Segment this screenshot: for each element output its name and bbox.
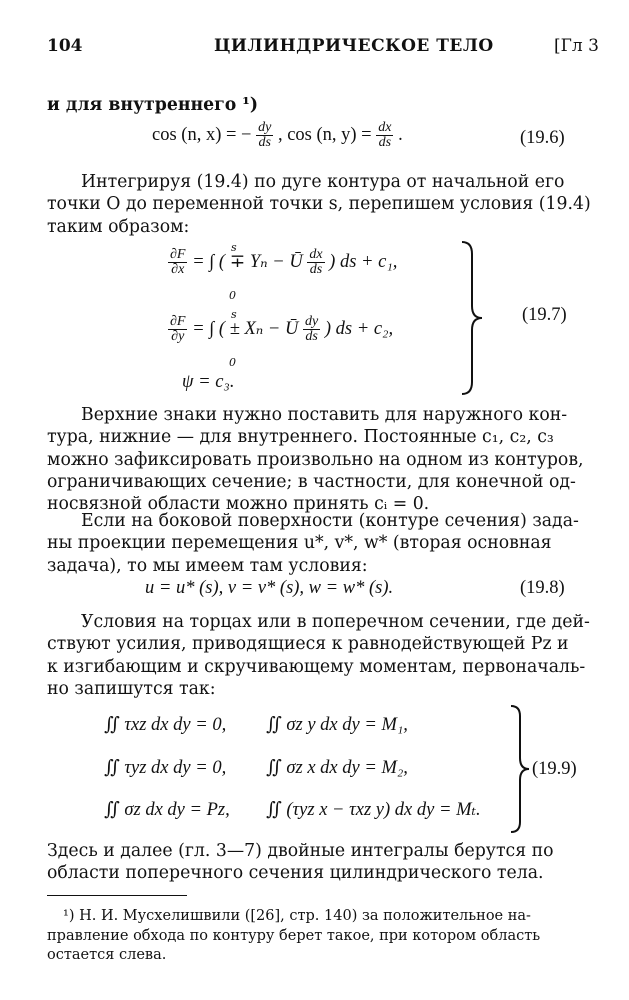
running-title: ЦИЛИНДРИЧЕСКОЕ ТЕЛО — [214, 36, 494, 56]
equation-number-19-9: (19.9) — [532, 759, 577, 779]
equation-19-6 — [152, 121, 403, 150]
eq-19-6-tail: . — [398, 124, 403, 145]
frac-denominator: ds — [305, 329, 318, 344]
footnote-line: правление обхода по контуру берет такое, при котором область — [47, 927, 541, 944]
equation-number-19-8: (19.8) — [520, 578, 565, 598]
equation-19-8: u = u* (s), v = v* (s), w = w* (s). — [145, 578, 394, 598]
page-number: 104 — [47, 36, 83, 56]
text-line: ствуют усилия, приводящиеся к равнодействующей Pz и — [47, 634, 569, 655]
eq-19-9-r2c2: ∬ σz x dx dy = M₂, — [266, 758, 408, 778]
equation-19-7-line-3: ψ = c₃. — [182, 372, 235, 392]
frac-denominator: ds — [309, 262, 323, 277]
frac-numerator: dx — [309, 247, 323, 262]
eq-19-6-part2: , cos (n, y) = — [277, 124, 372, 145]
frac-numerator: ∂F — [170, 314, 186, 329]
equation-number-19-6: (19.6) — [520, 128, 565, 148]
eq-19-7-body2: = ∫ ( ± Xₙ − Ū — [192, 318, 299, 339]
eq-19-7-tail1: ) ds + c₁, — [329, 251, 398, 272]
eq-19-9-r1c1: ∬ τxz dx dy = 0, — [104, 715, 227, 735]
frac-denominator: ds — [258, 135, 271, 150]
footnote-line: ¹) Н. И. Мусхелишвили ([26], стр. 140) за положительное на- — [63, 908, 531, 924]
eq-19-7-tail2: ) ds + c₂, — [324, 318, 394, 339]
text-line: области поперечного сечения цилиндрического тела. — [47, 863, 544, 884]
frac-numerator: dy — [258, 120, 272, 135]
frac-denominator: ∂y — [171, 329, 185, 344]
text-line: можно зафиксировать произвольно на одном из контуров, — [47, 449, 584, 470]
frac-numerator: dx — [378, 120, 392, 135]
eq-19-7-upper-limit-2: s — [231, 308, 237, 321]
frac-denominator: ∂x — [171, 262, 185, 277]
text-line: ограничивающих сечение; в частности, для конечной од- — [47, 471, 576, 492]
equation-number-19-7: (19.7) — [522, 305, 567, 325]
paragraph-5 — [47, 840, 582, 885]
footnote-rule — [47, 895, 187, 896]
footnote — [47, 907, 582, 966]
eq-19-6-part1: cos (n, x) = − — [152, 124, 252, 145]
eq-19-9-r3c2: ∬ (τyz x − τxz y) dx dy = Mₜ. — [266, 800, 481, 820]
eq-19-9-r3c1: ∬ σz dx dy = Pz, — [104, 800, 230, 820]
eq-19-7-lower-limit-1: 0 — [229, 289, 236, 302]
eq-19-7-lhs2 — [168, 315, 187, 344]
equation-19-7-line-2 — [168, 315, 393, 344]
eq-19-6-frac1 — [256, 121, 273, 150]
paragraph-1 — [47, 171, 591, 238]
text-line: но запишутся так: — [47, 678, 216, 699]
frac-denominator: ds — [378, 135, 392, 150]
text-line: Интегрируя (19.4) по дуге контура от начальной его — [81, 172, 565, 192]
text-line: таким образом: — [47, 216, 190, 237]
chapter-reference: [Гл 3 — [554, 36, 599, 56]
intro-line: и для внутреннего ¹) — [47, 95, 258, 115]
paragraph-4 — [47, 611, 590, 700]
text-line: тура, нижние — для внутреннего. Постоянные c₁, c₂, c₃ — [47, 427, 554, 448]
text-line: к изгибающим и скручивающему моментам, первоначаль- — [47, 656, 586, 677]
equation-19-7-line-1 — [168, 248, 397, 277]
frac-numerator: dy — [305, 314, 319, 329]
eq-19-7-body1: = ∫ ( ∓ Yₙ − Ū — [192, 251, 303, 272]
paragraph-2 — [47, 404, 582, 515]
text-line: Если на боковой поверхности (контуре сечения) зада- — [81, 511, 579, 531]
text-line: Условия на торцах или в поперечном сечении, где дей- — [81, 612, 590, 632]
eq-19-9-r2c1: ∬ τyz dx dy = 0, — [104, 758, 227, 778]
frac-numerator: ∂F — [170, 247, 186, 262]
eq-19-9-r1c2: ∬ σz y dx dy = M₁, — [266, 715, 408, 735]
eq-19-7-lhs1 — [168, 248, 187, 277]
text-line: носвязной области можно принять cᵢ = 0. — [47, 494, 430, 515]
text-line: точки O до переменной точки s, перепишем условия (19.4) — [47, 194, 591, 215]
paragraph-3 — [47, 510, 582, 577]
eq-19-6-frac2 — [376, 121, 393, 150]
eq-19-7-frac2 — [303, 315, 320, 344]
text-line: задача), то мы имеем там условия: — [47, 555, 368, 576]
text-line: ны проекции перемещения u*, v*, w* (вторая основная — [47, 533, 552, 554]
eq-19-7-upper-limit-1: s — [231, 241, 237, 254]
right-brace-19-9 — [507, 704, 533, 834]
eq-19-7-frac1 — [307, 248, 324, 277]
text-line: Верхние знаки нужно поставить для наружного кон- — [81, 405, 568, 425]
right-brace-19-7 — [458, 240, 486, 396]
eq-19-7-lower-limit-2: 0 — [229, 356, 236, 369]
footnote-line: остается слева. — [47, 947, 167, 963]
text-line: Здесь и далее (гл. 3—7) двойные интегралы берутся по — [47, 841, 554, 861]
